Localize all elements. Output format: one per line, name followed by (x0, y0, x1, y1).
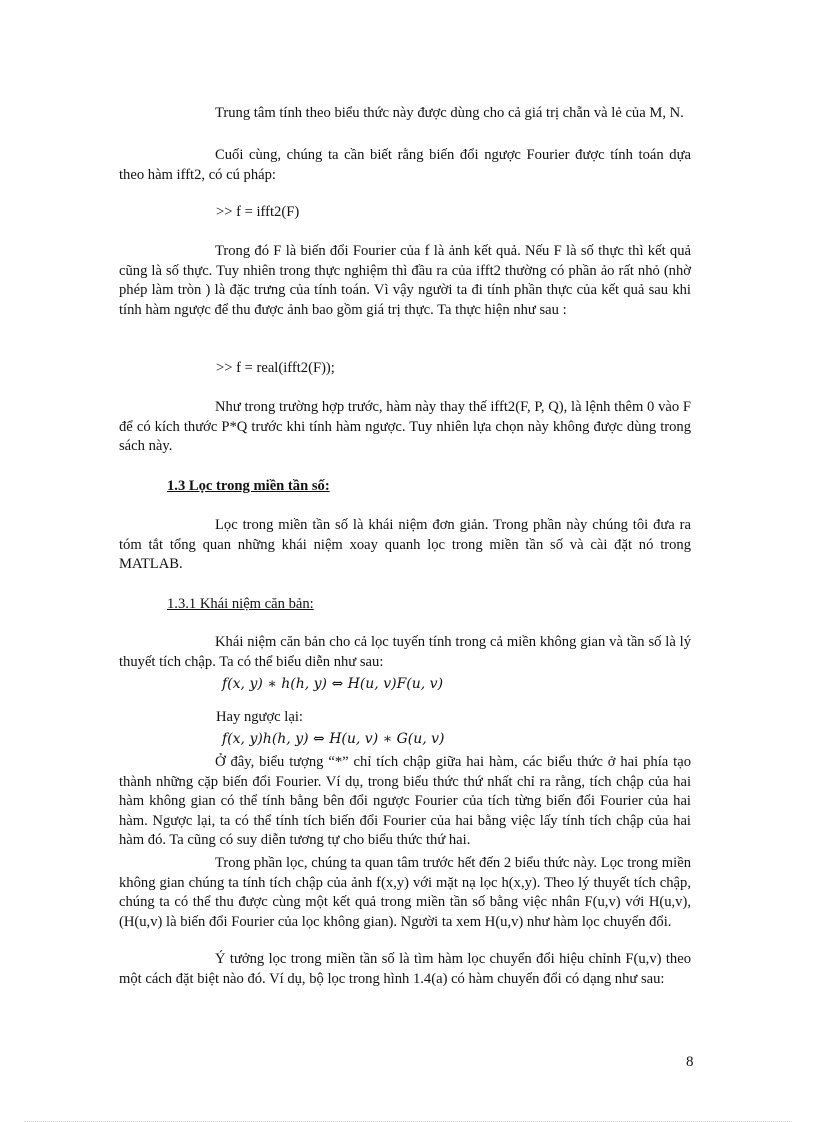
paragraph-filter-idea: Ý tưởng lọc trong miền tần số là tìm hàm lọc chuyển đổi hiệu chỉnh F(u,v) theo một cách đặt biệt nào đó. Ví dụ, bộ lọc trong hình 1.4(a) có hàm chuyển đổi có dạng như sau: (119, 951, 691, 987)
section-heading-1-3-1: 1.3.1 Khái niệm căn bản: (167, 596, 314, 612)
paragraph-convolution-theory: Khái niệm căn bản cho cả lọc tuyến tính trong cả miền không gian và tần số là lý thuyết tích chập. Ta có thể biểu diễn như sau: (119, 634, 691, 670)
equation-1: f(x, y) ∗ h(h, y) ⇔ H(u, v)F(u, v) (222, 676, 444, 692)
paragraph-padding-note: Như trong trường hợp trước, hàm này thay thế ifft2(F, P, Q), là lệnh thêm 0 vào F để có kích thước P*Q trước khi tính hàm ngược. Tuy nhiên lựa chọn này không được dùng trong sách này. (119, 399, 691, 454)
paragraph-frequency-filtering: Lọc trong miền tần số là khái niệm đơn giản. Trong phần này chúng tôi đưa ra tóm tắt tổng quan những khái niệm xoay quanh lọc trong miền tần số và cài đặt nó trong MATLAB. (119, 517, 691, 572)
code-real-ifft2: >> f = real(ifft2(F)); (216, 360, 335, 376)
section-heading-1-3: 1.3 Lọc trong miền tần số: (167, 478, 330, 494)
equation-2: f(x, y)h(h, y) ⇔ H(u, v) ∗ G(u, v) (222, 731, 445, 747)
paragraph-center-note: Trung tâm tính theo biểu thức này được dùng cho cả giá trị chẵn và lẻ của M, N. (215, 105, 684, 121)
page-number: 8 (686, 1054, 694, 1070)
paragraph-conversely: Hay ngược lại: (216, 709, 303, 725)
paragraph-inverse-fourier: Cuối cùng, chúng ta cần biết rằng biến đổi ngược Fourier được tính toán dựa theo hàm ifft2, có cú pháp: (119, 147, 691, 183)
paragraph-filter-mask: Trong phần lọc, chúng ta quan tâm trước hết đến 2 biểu thức này. Lọc trong miền không gian chúng ta tính tích chập của ảnh f(x,y) với mặt nạ lọc h(x,y). Theo lý thuyết tích chập, chúng ta có thể thu được cùng một kết quả trong miền tần số bằng việc nhân F(u,v) với H(u,v), (H(u,v) là biến đổi Fourier của lọc không gian). Người ta xem H(u,v) như hàm lọc chuyển đổi. (119, 855, 691, 930)
code-ifft2: >> f = ifft2(F) (216, 204, 300, 220)
paragraph-real-part: Trong đó F là biến đổi Fourier của f là ảnh kết quả. Nếu F là số thực thì kết quả cũng là số thực. Tuy nhiên trong thực nghiệm thì đầu ra của ifft2 thường có phần ảo rất nhỏ (nhờ phép làm tròn ) là đặc trưng của tính toán. Vì vậy người ta đi tính phần thực của kết quả sau khi tính hàm ngược để thu được ảnh bao gồm giá trị thực. Ta thực hiện như sau : (119, 243, 691, 318)
page-bottom-divider (24, 1121, 792, 1122)
paragraph-convolution-symbol: Ở đây, biểu tượng “*” chỉ tích chập giữa hai hàm, các biểu thức ở hai phía tạo thành những cặp biến đổi Fourier. Ví dụ, trong biểu thức thứ nhất chỉ ra rằng, tích chập của hai hàm không gian có thể tính bằng bên đổi ngược Fourier của tích từng biến đổi Fourier của hai hàm. Ngược lại, ta có thể tính tích biến đổi Fourier của hai bằng việc lấy tính tích chập của hai hàm đó. Ta cũng có suy diễn tương tự cho biểu thức thứ hai. (119, 754, 691, 848)
